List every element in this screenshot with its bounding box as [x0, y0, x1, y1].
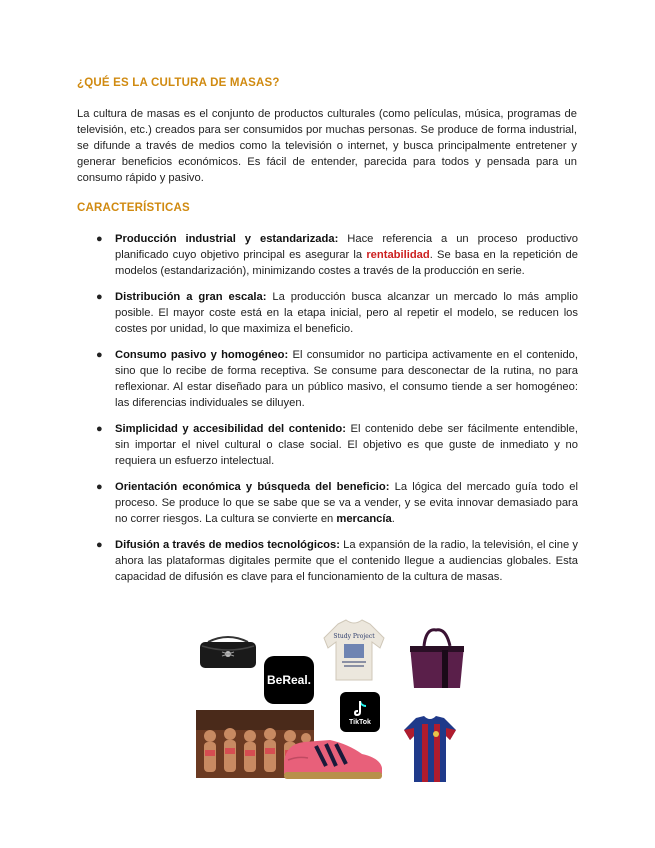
- heading-what-is-mass-culture: ¿QUÉ ES LA CULTURA DE MASAS?: [77, 77, 280, 89]
- item-text: . Se basa en la repetición de modelos (estandarización), minimizando costes a través de la producción en serie.: [115, 249, 578, 277]
- tiktok-logo: [340, 692, 380, 732]
- item-term: Orientación económica y búsqueda del beneficio:: [115, 481, 390, 493]
- intro-paragraph: La cultura de masas es el conjunto de productos culturales (como películas, música, programas de televisión, etc.) creados para ser consumidos por muchas personas. Se produce de forma industrial, se difunde a través de medios como la televisión o internet, y busca principalmente entretener y generar beneficios económicos. Es fácil de entender, parecida para todos y pensada para un consumo rápido y pasivo.: [77, 108, 577, 184]
- item-term: Simplicidad y accesibilidad del contenido:: [115, 423, 346, 435]
- item-text: Hace referencia a un proceso productivo planificado cuyo objetivo principal es asegurar la: [115, 233, 578, 261]
- bereal-logo: [264, 656, 314, 704]
- products-collage: [190, 618, 490, 788]
- bullet-icon: ●: [96, 481, 103, 493]
- highlight-word: rentabilidad: [366, 249, 430, 261]
- list-item: [96, 537, 578, 585]
- item-term: Distribución a gran escala:: [115, 291, 267, 303]
- bullet-icon: ●: [96, 423, 103, 435]
- item-text: La expansión de la radio, la televisión, el cine y ahora las plataformas digitales permite que el contenido llegue a audiencias globales. Esta capacidad de difusión es clave para el funcionamiento de la cultura de masas.: [115, 539, 578, 583]
- item-term: Consumo pasivo y homogéneo:: [115, 349, 289, 361]
- tote-bag-image: [402, 628, 472, 690]
- item-text: La producción busca alcanzar un mercado lo más amplio posible. El mayor coste está en la etapa inicial, pero al repetir el modelo, se reducen los costes por unidad, lo que maximiza el beneficio.: [115, 291, 578, 335]
- tiktok-label: TikTok: [349, 718, 371, 726]
- list-item: [96, 347, 578, 411]
- item-text: El contenido debe ser fácilmente entendible, sin importar el nivel cultural o clase social. El objetivo es que guste de inmediato y no requiera un esfuerzo intelectual.: [115, 423, 578, 467]
- bullet-icon: ●: [96, 233, 103, 245]
- item-term: Difusión a través de medios tecnológicos:: [115, 539, 340, 551]
- sweatshirt-image: [320, 618, 388, 682]
- football-jersey-image: [402, 714, 458, 784]
- tiktok-note-icon: [350, 699, 370, 719]
- item-text: .: [391, 513, 395, 525]
- handbag-image: [196, 634, 260, 670]
- item-term: Producción industrial y estandarizada:: [115, 233, 339, 245]
- characteristics-list: [96, 231, 578, 595]
- list-item: [96, 479, 578, 527]
- bullet-icon: ●: [96, 539, 103, 551]
- heading-characteristics: CARACTERÍSTICAS: [77, 202, 190, 214]
- sweatshirt-text: Study Project: [333, 633, 375, 640]
- bold-word: mercancía: [336, 513, 392, 525]
- sneaker-image: [278, 732, 386, 782]
- item-text: El consumidor no participa activamente en el contenido, sino que lo recibe de forma receptiva. Se consume para desconectar de la rutina, no para reflexionar. Al estar diseñado para un público masivo, el consumo tiende a ser homogéneo: las diferencias individuales se diluyen.: [115, 349, 579, 409]
- list-item: [96, 421, 578, 469]
- bereal-label: BeReal.: [266, 673, 312, 687]
- list-item: [96, 231, 578, 279]
- bullet-icon: ●: [96, 291, 103, 303]
- list-item: [96, 289, 578, 337]
- bullet-icon: ●: [96, 349, 103, 361]
- item-text: La lógica del mercado guía todo el proceso. Se produce lo que se sabe que se va a vender, y se evita innovar demasiado para no correr riesgos. La cultura se convierte en: [115, 481, 578, 525]
